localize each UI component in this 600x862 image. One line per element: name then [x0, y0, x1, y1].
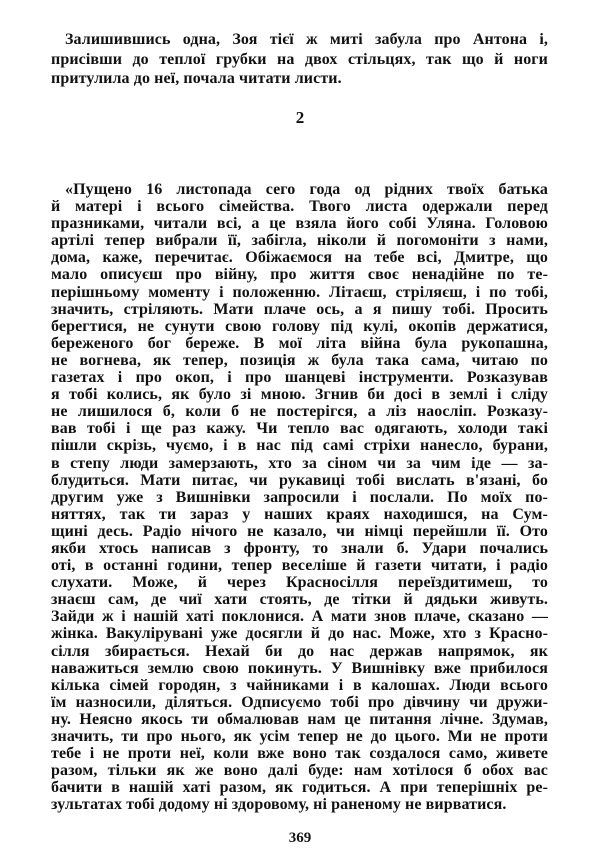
text-line: газетах і про окоп, і про шанцеві інструменти. Розказував	[51, 369, 548, 387]
text-line: присівши до теплої грубки на двох стільцях, так що й ноги	[51, 50, 548, 68]
text-line: в степу люди замерзають, хто за сіном чи за чим іде — за-	[51, 454, 548, 472]
text-line: не вогнева, як тепер, позиція ж була така сама, читаю по	[51, 351, 548, 369]
text-line: пішли скрізь, чуємо, і в нас під самі стріхи нанесло, бурани,	[51, 437, 548, 455]
text-line: няттях, так ти зараз у наших краях находишся, на Сум-	[51, 505, 548, 523]
text-line: слухати. Може, й через Красносілля переїздитимеш, то	[51, 574, 548, 592]
text-line: й матері і всього сімейства. Твого листа одержали перед	[51, 198, 548, 216]
section-number: 2	[295, 108, 305, 127]
text-line: артілі тепер вибрали її, забігла, ніколи й погомоніти з нами,	[51, 232, 548, 250]
text-line: якби хтось написав з фронту, то знали б. Удари почались	[51, 539, 548, 557]
paragraph-intro	[51, 30, 548, 89]
text-line: щині десь. Радіо нічого не казало, чи німці перейшли її. Ото	[51, 522, 548, 540]
text-line: наважиться землю свою покинуть. У Вишнівку вже прибилося	[51, 659, 548, 677]
text-line: не лишилося б, коли б не постерігся, а ліз наосліп. Розказу-	[51, 403, 548, 421]
text-line: ну. Неясно якось ти обмалював нам це питання лічне. Здумав,	[51, 710, 548, 728]
text-line: «Пущено 16 листопада сего года од рідних твоїх батька	[65, 181, 548, 198]
text-line: знаєш сам, де чиї хати стоять, де тітки й дядьки живуть.	[51, 591, 548, 609]
text-line: Залишившись одна, Зоя тієї ж миті забула про Антона і,	[65, 31, 548, 48]
text-line: їм назносили, діляться. Одписуємо тобі про дівчину чи дружи-	[51, 693, 548, 711]
text-line: я тобі колись, як було зі мною. Згнив би досі в землі і сліду	[51, 386, 548, 404]
paragraph-letter	[51, 181, 548, 813]
text-line: другим уже з Вишнівки запросили і послали. По моїх по-	[51, 488, 548, 506]
text-line: мало описуєш про війну, про життя своє ненадійне по те-	[51, 266, 548, 284]
text-line: жінка. Вакулірувані уже досягли й до нас. Може, хто з Красно-	[51, 625, 548, 643]
page-number: 369	[288, 830, 312, 846]
text-line: значить, ти про нього, як усім тепер не до цього. Ми не проти	[51, 728, 548, 745]
text-line: празниками, читали всі, а це взяла його собі Уляна. Головою	[51, 215, 548, 233]
text-line: зультатах тобі додому ні здоровому, ні раненому не вирватися.	[51, 796, 507, 814]
text-line: берегтися, не сунути свою голову під кулі, окопів держатися,	[51, 317, 548, 335]
text-line: вав тобі і ще раз кажу. Чи тепло вас одягають, холоди такі	[51, 420, 548, 438]
text-line: блудиться. Мати питає, чи рукавиці тобі вислать в'язані, бо	[51, 471, 548, 489]
text-line: тебе і не проти неї, коли вже воно так создалося само, живете	[51, 745, 548, 763]
text-line: перішньому моменту і положенню. Літаєш, стріляєш, і по тобі,	[51, 283, 548, 301]
text-line: оті, в останні години, тепер веселіше й газети читати, і радіо	[51, 557, 548, 575]
text-line: дома, каже, перечитає. Обіжаємося на тебе всі, Дмитре, що	[51, 249, 548, 267]
text-line: Зайди ж і нашій хаті поклонися. А мати знов плаче, сказано —	[51, 608, 548, 626]
text-line: значить, стріляють. Мати плаче ось, а я пишу тобі. Просить	[51, 300, 548, 318]
text-line: береженого бог береже. В мої літа війна була рукопашна,	[51, 334, 548, 352]
text-line: притулила до неї, почала читати листи.	[51, 70, 342, 87]
text-line: сілля збирається. Нехай би до нас держав напрямок, як	[51, 642, 548, 660]
text-line: разом, тільки як же воно далі буде: нам хотілося б обох вас	[51, 762, 548, 780]
text-line: бачити в нашій хаті разом, як годиться. А при теперішніх ре-	[51, 779, 548, 797]
text-line: кілька сімей городян, з чайниками і в калошах. Люди всього	[51, 676, 548, 694]
